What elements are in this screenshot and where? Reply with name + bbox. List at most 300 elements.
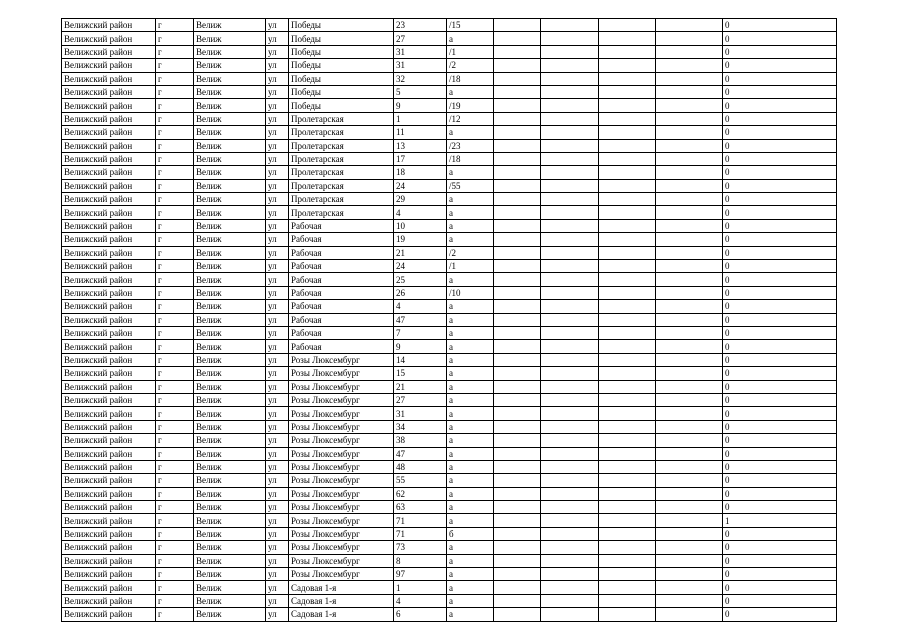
cell-house-number: 55 [394,474,447,487]
cell-col-8 [494,99,541,112]
cell-settlement: Велиж [194,286,266,299]
table-row [62,286,837,299]
cell-settlement: Велиж [194,166,266,179]
cell-col-10 [599,407,656,420]
cell-col-11 [656,112,723,125]
cell-col-10 [599,353,656,366]
cell-col-8 [494,340,541,353]
cell-district: Велижский район [62,19,156,32]
cell-col-10 [599,568,656,581]
cell-settlement: Велиж [194,45,266,58]
cell-settlement: Велиж [194,193,266,206]
cell-street: Рабочая [289,326,394,339]
table-row [62,246,837,259]
cell-street: Розы Люксембург [289,501,394,514]
cell-district: Велижский район [62,219,156,232]
cell-district: Велижский район [62,407,156,420]
cell-house-suffix: а [447,554,494,567]
cell-district: Велижский район [62,527,156,540]
cell-house-suffix: а [447,501,494,514]
cell-district: Велижский район [62,393,156,406]
cell-street: Розы Люксембург [289,393,394,406]
cell-settlement-type: г [156,554,194,567]
cell-col-9 [541,420,599,433]
cell-street-type: ул [266,380,289,393]
cell-col-10 [599,554,656,567]
cell-street-type: ул [266,554,289,567]
cell-house-suffix: /2 [447,246,494,259]
cell-street: Пролетарская [289,112,394,125]
cell-settlement-type: г [156,206,194,219]
cell-value: 0 [723,99,837,112]
cell-house-number: 4 [394,300,447,313]
cell-house-suffix: а [447,474,494,487]
cell-value: 0 [723,434,837,447]
cell-col-8 [494,541,541,554]
cell-street: Розы Люксембург [289,474,394,487]
cell-house-number: 97 [394,568,447,581]
cell-settlement-type: г [156,326,194,339]
cell-value: 0 [723,246,837,259]
cell-settlement-type: г [156,514,194,527]
cell-col-10 [599,152,656,165]
table-row [62,273,837,286]
cell-settlement: Велиж [194,326,266,339]
table-row [62,139,837,152]
cell-col-9 [541,45,599,58]
cell-col-8 [494,487,541,500]
cell-street-type: ул [266,219,289,232]
cell-house-number: 47 [394,313,447,326]
cell-value: 0 [723,340,837,353]
cell-street: Пролетарская [289,139,394,152]
cell-street: Победы [289,45,394,58]
cell-street: Пролетарская [289,166,394,179]
cell-value: 0 [723,393,837,406]
cell-value: 0 [723,527,837,540]
cell-value: 0 [723,260,837,273]
cell-district: Велижский район [62,45,156,58]
cell-settlement-type: г [156,353,194,366]
cell-col-8 [494,447,541,460]
cell-col-8 [494,206,541,219]
cell-street-type: ул [266,460,289,473]
cell-col-10 [599,581,656,594]
cell-value: 0 [723,59,837,72]
table-row [62,326,837,339]
cell-house-number: 27 [394,32,447,45]
cell-col-11 [656,326,723,339]
table-row [62,527,837,540]
cell-street-type: ул [266,166,289,179]
cell-settlement-type: г [156,501,194,514]
cell-district: Велижский район [62,514,156,527]
cell-col-11 [656,541,723,554]
cell-street: Победы [289,85,394,98]
cell-value: 0 [723,313,837,326]
cell-col-9 [541,501,599,514]
cell-col-11 [656,581,723,594]
cell-col-10 [599,85,656,98]
cell-settlement-type: г [156,152,194,165]
cell-house-suffix: а [447,313,494,326]
cell-district: Велижский район [62,112,156,125]
cell-col-8 [494,393,541,406]
cell-settlement: Велиж [194,206,266,219]
cell-col-10 [599,420,656,433]
cell-house-number: 7 [394,326,447,339]
cell-street: Рабочая [289,273,394,286]
table-row [62,367,837,380]
cell-street-type: ул [266,393,289,406]
cell-street-type: ул [266,367,289,380]
cell-settlement-type: г [156,112,194,125]
cell-settlement-type: г [156,568,194,581]
cell-street: Садовая 1-я [289,594,394,607]
cell-street: Розы Люксембург [289,434,394,447]
table-row [62,99,837,112]
cell-street: Рабочая [289,300,394,313]
cell-house-number: 19 [394,233,447,246]
cell-settlement: Велиж [194,527,266,540]
cell-house-number: 62 [394,487,447,500]
cell-col-11 [656,99,723,112]
cell-settlement: Велиж [194,501,266,514]
cell-col-9 [541,460,599,473]
cell-col-9 [541,393,599,406]
cell-settlement-type: г [156,286,194,299]
cell-col-8 [494,460,541,473]
table-row [62,233,837,246]
cell-house-suffix: а [447,85,494,98]
cell-district: Велижский район [62,313,156,326]
cell-value: 0 [723,152,837,165]
cell-col-10 [599,193,656,206]
cell-settlement: Велиж [194,434,266,447]
cell-street-type: ул [266,112,289,125]
cell-value: 0 [723,300,837,313]
cell-settlement-type: г [156,59,194,72]
table-row [62,434,837,447]
cell-settlement: Велиж [194,420,266,433]
cell-district: Велижский район [62,286,156,299]
cell-col-9 [541,99,599,112]
cell-value: 0 [723,273,837,286]
cell-col-11 [656,527,723,540]
cell-col-11 [656,300,723,313]
cell-settlement: Велиж [194,152,266,165]
cell-col-9 [541,179,599,192]
table-row [62,594,837,607]
cell-street: Победы [289,72,394,85]
cell-house-suffix: а [447,541,494,554]
cell-col-9 [541,139,599,152]
cell-value: 0 [723,594,837,607]
cell-col-8 [494,139,541,152]
cell-house-suffix: /55 [447,179,494,192]
cell-col-8 [494,594,541,607]
cell-settlement: Велиж [194,139,266,152]
cell-value: 0 [723,45,837,58]
cell-house-suffix: /23 [447,139,494,152]
cell-district: Велижский район [62,246,156,259]
cell-house-suffix: а [447,380,494,393]
cell-col-11 [656,608,723,621]
cell-house-number: 71 [394,514,447,527]
cell-settlement-type: г [156,260,194,273]
cell-house-number: 73 [394,541,447,554]
cell-col-10 [599,541,656,554]
cell-district: Велижский район [62,193,156,206]
cell-col-9 [541,367,599,380]
cell-settlement-type: г [156,380,194,393]
cell-settlement-type: г [156,527,194,540]
cell-col-11 [656,152,723,165]
cell-street: Победы [289,32,394,45]
cell-house-suffix: а [447,393,494,406]
cell-house-suffix: а [447,353,494,366]
table-row [62,206,837,219]
cell-street: Рабочая [289,340,394,353]
cell-district: Велижский район [62,420,156,433]
cell-col-10 [599,126,656,139]
cell-settlement-type: г [156,367,194,380]
cell-settlement-type: г [156,420,194,433]
cell-settlement: Велиж [194,474,266,487]
cell-street: Пролетарская [289,126,394,139]
cell-value: 0 [723,460,837,473]
cell-col-10 [599,594,656,607]
cell-house-number: 5 [394,85,447,98]
cell-house-suffix: а [447,568,494,581]
cell-settlement: Велиж [194,300,266,313]
cell-street-type: ул [266,474,289,487]
table-row [62,541,837,554]
cell-col-9 [541,514,599,527]
cell-house-suffix: а [447,32,494,45]
cell-street-type: ул [266,72,289,85]
cell-col-10 [599,380,656,393]
cell-house-suffix: а [447,166,494,179]
cell-settlement: Велиж [194,514,266,527]
cell-house-number: 63 [394,501,447,514]
cell-col-10 [599,460,656,473]
cell-settlement: Велиж [194,246,266,259]
cell-col-9 [541,273,599,286]
cell-settlement-type: г [156,487,194,500]
cell-col-8 [494,568,541,581]
cell-settlement: Велиж [194,219,266,232]
table-row [62,340,837,353]
cell-value: 0 [723,32,837,45]
cell-settlement-type: г [156,474,194,487]
cell-street: Розы Люксембург [289,407,394,420]
cell-street-type: ул [266,514,289,527]
cell-value: 0 [723,487,837,500]
cell-street: Садовая 1-я [289,581,394,594]
cell-settlement: Велиж [194,59,266,72]
cell-house-suffix: а [447,126,494,139]
cell-district: Велижский район [62,85,156,98]
cell-house-suffix: а [447,340,494,353]
cell-col-8 [494,527,541,540]
cell-street: Рабочая [289,219,394,232]
table-row [62,300,837,313]
cell-district: Велижский район [62,594,156,607]
cell-house-number: 21 [394,380,447,393]
cell-settlement-type: г [156,434,194,447]
cell-col-9 [541,474,599,487]
table-row [62,568,837,581]
cell-house-suffix: а [447,447,494,460]
cell-district: Велижский район [62,59,156,72]
cell-house-suffix: а [447,206,494,219]
cell-value: 0 [723,193,837,206]
cell-value: 0 [723,233,837,246]
address-table-body [62,19,837,622]
cell-house-number: 32 [394,72,447,85]
cell-house-number: 17 [394,152,447,165]
cell-col-11 [656,353,723,366]
cell-street: Рабочая [289,233,394,246]
cell-street-type: ул [266,45,289,58]
cell-col-11 [656,59,723,72]
cell-house-suffix: /18 [447,72,494,85]
cell-street: Победы [289,19,394,32]
cell-col-10 [599,99,656,112]
cell-col-10 [599,487,656,500]
cell-col-9 [541,300,599,313]
cell-col-11 [656,313,723,326]
cell-col-9 [541,434,599,447]
cell-col-8 [494,112,541,125]
cell-house-number: 8 [394,554,447,567]
cell-district: Велижский район [62,447,156,460]
cell-col-11 [656,380,723,393]
cell-col-11 [656,393,723,406]
cell-col-11 [656,487,723,500]
table-row [62,219,837,232]
cell-house-suffix: /12 [447,112,494,125]
cell-district: Велижский район [62,32,156,45]
cell-street-type: ул [266,139,289,152]
cell-col-9 [541,260,599,273]
cell-settlement: Велиж [194,72,266,85]
cell-house-suffix: а [447,407,494,420]
cell-value: 0 [723,112,837,125]
cell-settlement: Велиж [194,112,266,125]
cell-col-11 [656,166,723,179]
cell-col-8 [494,300,541,313]
cell-col-8 [494,19,541,32]
cell-street: Розы Люксембург [289,554,394,567]
cell-street-type: ул [266,407,289,420]
table-row [62,179,837,192]
cell-district: Велижский район [62,260,156,273]
cell-value: 0 [723,85,837,98]
cell-col-11 [656,501,723,514]
cell-house-suffix: а [447,514,494,527]
cell-col-8 [494,72,541,85]
cell-street: Розы Люксембург [289,447,394,460]
cell-col-10 [599,527,656,540]
cell-settlement: Велиж [194,367,266,380]
cell-settlement: Велиж [194,447,266,460]
cell-settlement: Велиж [194,487,266,500]
cell-col-9 [541,541,599,554]
cell-street-type: ул [266,206,289,219]
cell-col-10 [599,246,656,259]
cell-house-number: 71 [394,527,447,540]
cell-col-8 [494,233,541,246]
table-row [62,581,837,594]
cell-col-11 [656,45,723,58]
cell-street-type: ул [266,85,289,98]
cell-house-number: 1 [394,112,447,125]
cell-house-suffix: а [447,608,494,621]
cell-col-11 [656,460,723,473]
cell-settlement-type: г [156,32,194,45]
cell-col-9 [541,206,599,219]
cell-settlement: Велиж [194,407,266,420]
cell-col-9 [541,581,599,594]
address-table [61,18,837,622]
cell-settlement: Велиж [194,85,266,98]
cell-col-8 [494,45,541,58]
cell-settlement-type: г [156,139,194,152]
cell-col-9 [541,286,599,299]
cell-col-8 [494,581,541,594]
table-row [62,72,837,85]
cell-district: Велижский район [62,233,156,246]
cell-value: 0 [723,179,837,192]
table-row [62,112,837,125]
cell-house-number: 24 [394,260,447,273]
cell-street-type: ул [266,581,289,594]
cell-house-suffix: /18 [447,152,494,165]
cell-col-11 [656,139,723,152]
cell-street-type: ул [266,286,289,299]
cell-house-suffix: а [447,273,494,286]
cell-value: 0 [723,447,837,460]
cell-street-type: ул [266,193,289,206]
cell-district: Велижский район [62,326,156,339]
cell-district: Велижский район [62,554,156,567]
cell-settlement: Велиж [194,99,266,112]
cell-col-11 [656,233,723,246]
cell-col-10 [599,608,656,621]
cell-value: 0 [723,19,837,32]
cell-district: Велижский район [62,541,156,554]
table-row [62,193,837,206]
cell-street-type: ул [266,313,289,326]
cell-district: Велижский район [62,501,156,514]
cell-col-8 [494,126,541,139]
cell-value: 0 [723,367,837,380]
table-row [62,45,837,58]
cell-settlement-type: г [156,300,194,313]
cell-settlement-type: г [156,233,194,246]
cell-street: Розы Люксембург [289,541,394,554]
cell-col-10 [599,300,656,313]
cell-col-11 [656,72,723,85]
cell-col-9 [541,233,599,246]
cell-street-type: ул [266,260,289,273]
cell-col-9 [541,85,599,98]
cell-street: Розы Люксембург [289,487,394,500]
cell-settlement-type: г [156,594,194,607]
cell-col-11 [656,32,723,45]
